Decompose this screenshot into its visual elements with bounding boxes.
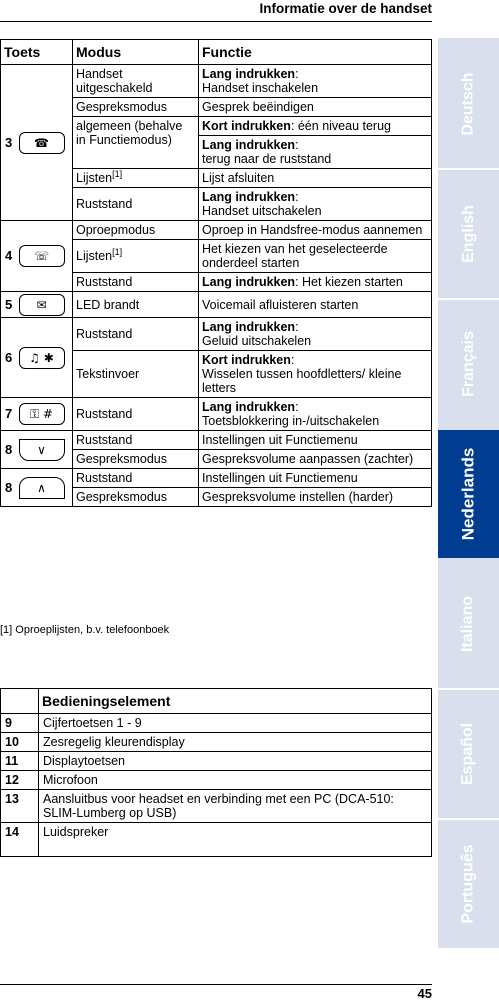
function-cell: Lang indrukken: Handset uitschakelen [199, 188, 432, 221]
mode-cell: Ruststand [73, 469, 199, 488]
up-key-icon: ∧ [19, 477, 65, 499]
footnote-ref: [1] [112, 168, 123, 179]
key-function-table [0, 39, 432, 507]
mode-cell: Ruststand [73, 188, 199, 221]
key-number: 4 [1, 221, 17, 292]
header-rule [0, 21, 432, 22]
mode-cell [73, 240, 199, 273]
tab-nederlands[interactable] [438, 430, 499, 558]
key-cell [17, 398, 73, 431]
table-row [1, 469, 432, 488]
function-cell: Voicemail afluisteren starten [199, 292, 432, 318]
tab-label: Français [459, 331, 477, 397]
footnote-ref: [1] [112, 246, 123, 257]
tab-portugues[interactable] [438, 820, 499, 948]
mode-cell: Ruststand [73, 398, 199, 431]
tab-espanol[interactable] [438, 690, 499, 818]
tab-label: English [459, 205, 477, 263]
col-header-num [1, 689, 39, 714]
row-number: 14 [1, 823, 39, 857]
key-lock-hash-key-icon: ⚿ # [19, 403, 65, 425]
tab-italiano[interactable] [438, 560, 499, 688]
function-cell: Lang indrukken: Het kiezen starten [199, 273, 432, 292]
page-title: Informatie over de handset [259, 1, 432, 16]
tab-label: Italiano [459, 595, 477, 653]
function-label: Lang indrukken [202, 67, 296, 81]
function-cell: Het kiezen van het geselecteerde onderdeel starten [199, 240, 432, 273]
mode-cell: Gespreksmodus [73, 488, 199, 507]
row-number: 10 [1, 733, 39, 752]
function-cell: Gespreksvolume aanpassen (zachter) [199, 450, 432, 469]
function-text: Handset inschakelen [202, 81, 319, 95]
table-row [1, 318, 432, 351]
function-cell: Instellingen uit Functiemenu [199, 469, 432, 488]
mode-text: Lijsten [76, 171, 113, 185]
handsfree-key-icon: ☏ [19, 245, 65, 267]
col-header-control: Bedieningselement [39, 689, 432, 714]
table-row [1, 733, 432, 752]
key-cell [17, 469, 73, 507]
tab-label: Español [459, 722, 477, 786]
col-header-mode: Modus [73, 40, 199, 65]
table-row [1, 65, 432, 98]
voicemail-key-icon: ✉ [19, 294, 65, 316]
function-label: Lang indrukken [202, 400, 296, 414]
star-bell-key-icon: ♫ ✱ [19, 347, 65, 369]
tab-label: Nederlands [458, 447, 478, 541]
mode-cell: Gespreksmodus [73, 450, 199, 469]
function-label: Kort indrukken [202, 353, 291, 367]
row-label: Aansluitbus voor headset en verbinding met een PC (DCA-510: SLIM-Lumberg op USB) [39, 790, 432, 823]
function-cell: Oproep in Handsfree-modus aannemen [199, 221, 432, 240]
mode-cell: Gespreksmodus [73, 98, 199, 117]
table-row [1, 714, 432, 733]
control-elements-table [0, 688, 432, 857]
page-number: 45 [417, 986, 432, 1001]
row-label: Displaytoetsen [39, 752, 432, 771]
table-row [1, 790, 432, 823]
function-text: één niveau terug [297, 119, 391, 133]
footnote: [1] Oproeplijsten, b.v. telefoonboek [0, 624, 170, 636]
down-key-icon: ∨ [19, 439, 65, 461]
mode-cell: Oproepmodus [73, 221, 199, 240]
function-text: Geluid uitschakelen [202, 334, 312, 348]
function-label: Lang indrukken [202, 138, 296, 152]
function-text: Handset uitschakelen [202, 204, 322, 218]
table-row [1, 221, 432, 240]
tab-label: Português [459, 844, 477, 924]
function-cell: Lang indrukken: Handset inschakelen [199, 65, 432, 98]
mode-cell: Ruststand [73, 431, 199, 450]
function-label: Lang indrukken [202, 190, 296, 204]
table-row [1, 292, 432, 318]
function-label: Lang indrukken [202, 275, 296, 289]
row-number: 12 [1, 771, 39, 790]
tab-label: Deutsch [459, 72, 477, 136]
table-header-row [1, 689, 432, 714]
row-number: 9 [1, 714, 39, 733]
table-header-row [1, 40, 432, 65]
mode-text: Lijsten [76, 249, 113, 263]
col-header-key: Toets [1, 40, 73, 65]
mode-cell: Ruststand [73, 273, 199, 292]
function-cell: Kort indrukken: Wisselen tussen hoofdletters/ kleine letters [199, 351, 432, 398]
tab-english[interactable] [438, 170, 499, 298]
function-cell: Kort indrukken: één niveau terug [199, 117, 432, 136]
function-text: Het kiezen starten [302, 275, 403, 289]
row-label: Microfoon [39, 771, 432, 790]
table-row [1, 823, 432, 857]
key-number: 8 [1, 431, 17, 469]
function-cell: Gesprek beëindigen [199, 98, 432, 117]
table-row [1, 398, 432, 431]
table-row [1, 431, 432, 450]
function-cell: Lang indrukken: Geluid uitschakelen [199, 318, 432, 351]
function-cell: Gespreksvolume instellen (harder) [199, 488, 432, 507]
col-header-function: Functie [199, 40, 432, 65]
mode-cell: Ruststand [73, 318, 199, 351]
table-row [1, 752, 432, 771]
function-cell: Instellingen uit Functiemenu [199, 431, 432, 450]
key-number: 7 [1, 398, 17, 431]
row-number: 13 [1, 790, 39, 823]
function-text: Toetsblokkering in-/uitschakelen [202, 414, 380, 428]
row-label: Luidspreker [39, 823, 432, 857]
function-text: terug naar de ruststand [202, 152, 332, 166]
footer-rule [0, 984, 432, 985]
tab-deutsch[interactable] [438, 40, 499, 168]
row-number: 11 [1, 752, 39, 771]
key-number: 3 [1, 65, 17, 221]
mode-cell: Tekstinvoer [73, 351, 199, 398]
key-cell [17, 65, 73, 221]
key-number: 8 [1, 469, 17, 507]
key-cell [17, 318, 73, 398]
function-cell: Lang indrukken: Toetsblokkering in-/uitschakelen [199, 398, 432, 431]
key-number: 5 [1, 292, 17, 318]
end-call-key-icon: ☎ [19, 132, 65, 154]
mode-cell: Handset uitgeschakeld [73, 65, 199, 98]
function-label: Lang indrukken [202, 320, 296, 334]
tab-francais[interactable] [438, 300, 499, 428]
mode-cell [73, 169, 199, 188]
mode-cell: algemeen (behalve in Functiemodus) [73, 117, 199, 169]
function-label: Kort indrukken [202, 119, 291, 133]
key-number: 6 [1, 318, 17, 398]
row-label: Cijfertoetsen 1 - 9 [39, 714, 432, 733]
row-label: Zesregelig kleurendisplay [39, 733, 432, 752]
mode-cell: LED brandt [73, 292, 199, 318]
function-text: Wisselen tussen hoofdletters/ kleine letters [202, 367, 402, 395]
table-row [1, 771, 432, 790]
key-cell [17, 292, 73, 318]
function-cell: Lijst afsluiten [199, 169, 432, 188]
function-cell: Lang indrukken: terug naar de ruststand [199, 136, 432, 169]
key-cell [17, 431, 73, 469]
key-cell [17, 221, 73, 292]
